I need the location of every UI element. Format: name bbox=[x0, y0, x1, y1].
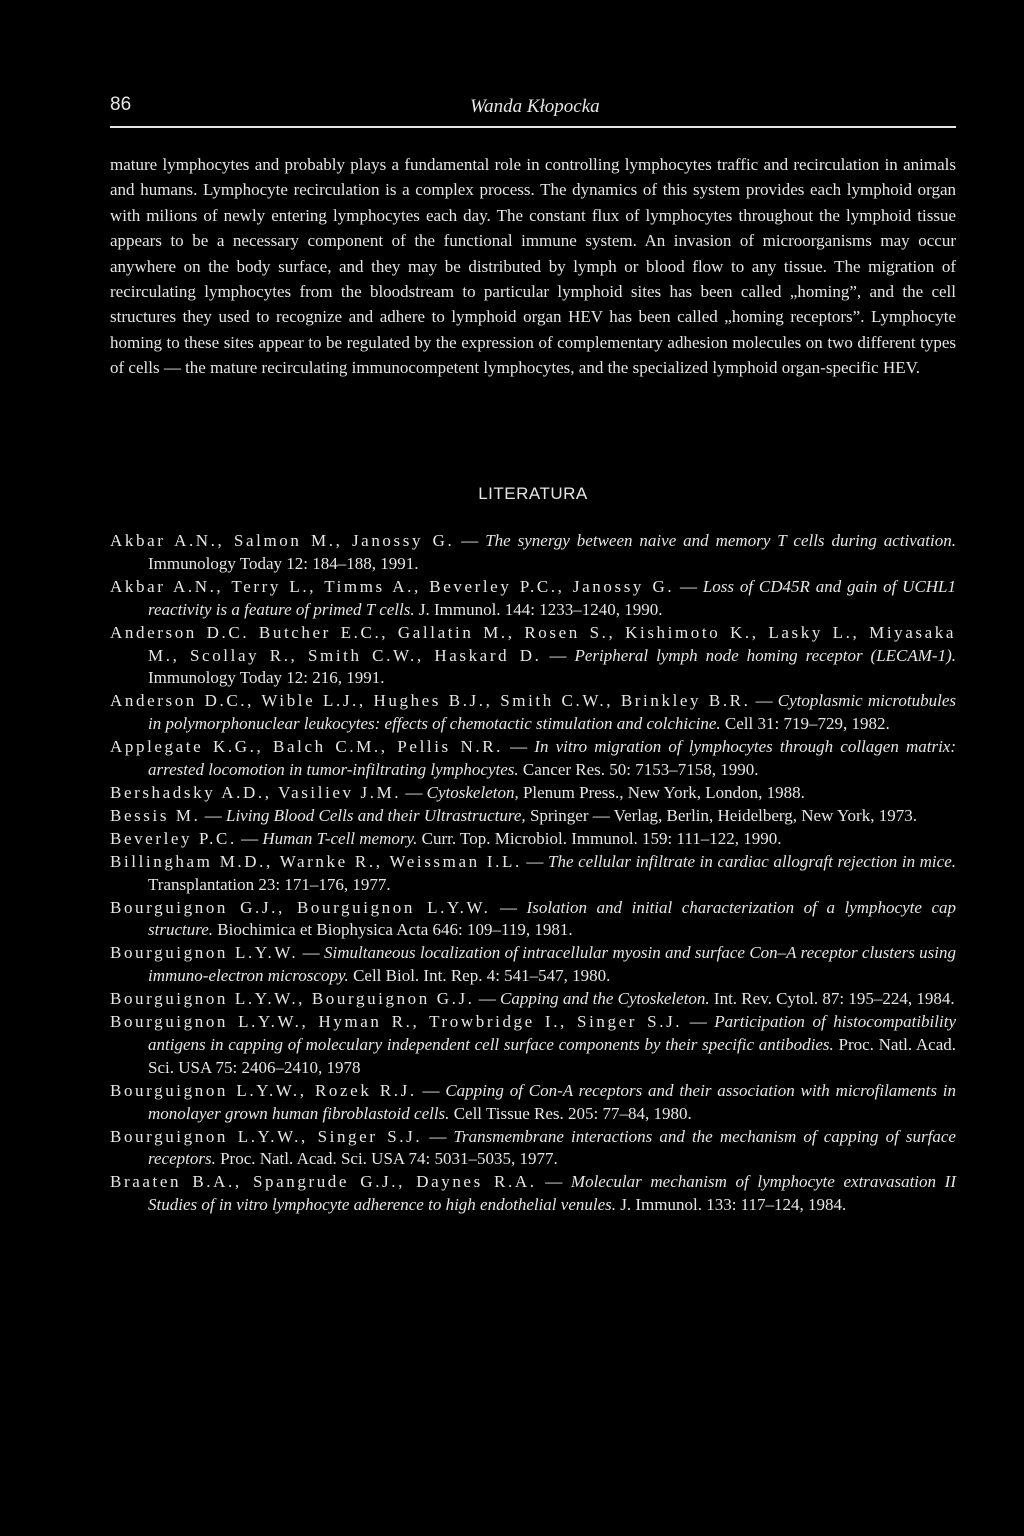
reference-title: The synergy between naive and memory T cells during activation. bbox=[485, 531, 956, 550]
reference-source: Cell 31: 719–729, 1982. bbox=[724, 714, 890, 734]
reference-item: Bershadsky A.D., Vasiliev J.M. — Cytoskeleton, Plenum Press., New York, London, 1988. bbox=[110, 782, 805, 802]
reference-title: Cytoplasmic microtubules in polymorphonuclear leukocytes: effects of chemotactic stimulation and colchicine. bbox=[148, 691, 956, 734]
reference-title: Simultaneous localization of intracellular myosin and surface Con–A receptor clusters using immuno-electron microscopy. bbox=[148, 943, 957, 986]
reference-item: Bourguignon G.J., Bourguignon L.Y.W. — Isolation and initial characterization of a lymphocyte cap structure. Biochimica et Biophysica Acta 646: 109–119, 1981. bbox=[110, 897, 957, 940]
reference-source: Proc. Natl. Acad. Sci. USA 75: 2406–2410, 1978 bbox=[148, 1034, 957, 1077]
reference-item: Bourguignon L.Y.W., Hyman R., Trowbridge I., Singer S.J. — Participation of histocompatibility antigens in capping of moleculary independent cell surface components by their specific antibodies. Proc. Natl. Acad. Sci. USA 75: 2406–2410, 1978 bbox=[110, 1012, 957, 1077]
reference-source: J. Immunol. 144: 1233–1240, 1990. bbox=[418, 599, 663, 619]
reference-authors: Bourguignon L.Y.W., Hyman R., Trowbridge I., Singer S.J. bbox=[110, 1012, 683, 1032]
reference-authors: Bourguignon G.J., Bourguignon L.Y.W. bbox=[110, 897, 491, 917]
reference-title: Human T-cell memory. bbox=[262, 828, 418, 848]
reference-authors: Beverley P.C. bbox=[110, 828, 237, 848]
reference-source: Transplantation 23: 171–176, 1977. bbox=[148, 874, 391, 894]
reference-item: Bourguignon L.Y.W., Rozek R.J. — Capping of Con-A receptors and their association with microfilaments in monolayer grown human fibroblastoid cells. Cell Tissue Res. 205: 77–84, 1980. bbox=[110, 1080, 956, 1123]
reference-source: Proc. Natl. Acad. Sci. USA 74: 5031–5035, 1977. bbox=[220, 1149, 558, 1169]
page-number: 86 bbox=[110, 94, 132, 115]
reference-item: Beverley P.C. — Human T-cell memory. Curr. Top. Microbiol. Immunol. 159: 111–122, 1990. bbox=[110, 828, 782, 848]
reference-title: Transmembrane interactions and the mechanism of capping of surface receptors. bbox=[148, 1126, 956, 1169]
reference-authors: Billingham M.D., Warnke R., Weissman I.L. bbox=[110, 851, 522, 871]
reference-item: Anderson D.C. Butcher E.C., Gallatin M., Rosen S., Kishimoto K., Lasky L., Miyasaka M., Scollay R., Smith C.W., Haskard D. — Peripheral lymph node homing receptor (LECAM-1). Immunology Today 12: 216, 1991. bbox=[110, 622, 956, 688]
reference-item: Bourguignon L.Y.W., Bourguignon G.J. — Capping and the Cytoskeleton. Int. Rev. Cytol. 87: 195–224, 1984. bbox=[110, 989, 955, 1009]
reference-authors: Bessis M. bbox=[110, 805, 201, 825]
reference-title: Molecular mechanism of lymphocyte extravasation II Studies of in vitro lymphocyte adherence to high endothelial venules. bbox=[148, 1172, 956, 1215]
reference-item: Bourguignon L.Y.W. — Simultaneous localization of intracellular myosin and surface Con–A receptor clusters using immuno-electron microscopy. Cell Biol. Int. Rep. 4: 541–547, 1980. bbox=[110, 943, 957, 986]
reference-authors: Bourguignon L.Y.W., Bourguignon G.J. bbox=[110, 989, 475, 1009]
reference-title: Participation of histocompatibility antigens in capping of moleculary independent cell surface components by their specific antibodies. bbox=[148, 1012, 956, 1054]
reference-title: Loss of CD45R and gain of UCHL1 reactivity is a feature of primed T cells. bbox=[148, 576, 957, 619]
reference-authors: Bourguignon L.Y.W., Singer S.J. bbox=[110, 1126, 423, 1146]
reference-title: Cytoskeleton, bbox=[426, 782, 519, 802]
reference-authors: Akbar A.N., Terry L., Timms A., Beverley P.C., Janossy G. bbox=[110, 576, 675, 596]
reference-list bbox=[110, 530, 956, 1217]
reference-authors: Anderson D.C. Butcher E.C., Gallatin M., Rosen S., Kishimoto K., Lasky L., Miyasaka M., Scollay R., Smith C.W., Haskard D. bbox=[110, 622, 956, 665]
reference-source: Cell Tissue Res. 205: 77–84, 1980. bbox=[453, 1103, 692, 1123]
reference-source: J. Immunol. 133: 117–124, 1984. bbox=[620, 1195, 847, 1215]
reference-source: Int. Rev. Cytol. 87: 195–224, 1984. bbox=[713, 989, 955, 1009]
reference-title: Capping and the Cytoskeleton. bbox=[500, 989, 710, 1009]
reference-title: Capping of Con-A receptors and their association with microfilaments in monolayer grown human fibroblastoid cells. bbox=[148, 1080, 956, 1123]
reference-source: Cell Biol. Int. Rep. 4: 541–547, 1980. bbox=[353, 966, 611, 986]
page-header bbox=[110, 92, 956, 128]
reference-source: Biochimica et Biophysica Acta 646: 109–119, 1981. bbox=[217, 920, 573, 940]
reference-item: Anderson D.C., Wible L.J., Hughes B.J., Smith C.W., Brinkley B.R. — Cytoplasmic microtubules in polymorphonuclear leukocytes: effects of chemotactic stimulation and colchicine. Cell 31: 719–729, 1982. bbox=[110, 691, 956, 734]
reference-source: Plenum Press., New York, London, 1988. bbox=[522, 782, 805, 802]
reference-source: Cancer Res. 50: 7153–7158, 1990. bbox=[522, 760, 759, 780]
reference-item: Akbar A.N., Salmon M., Janossy G. — The synergy between naive and memory T cells during activation. Immunology Today 12: 184–188, 1991. bbox=[110, 531, 956, 573]
reference-item: Bessis M. — Living Blood Cells and their Ultrastructure, Springer — Verlag, Berlin, Heidelberg, New York, 1973. bbox=[110, 805, 917, 825]
reference-item: Braaten B.A., Spangrude G.J., Daynes R.A. — Molecular mechanism of lymphocyte extravasation II Studies of in vitro lymphocyte adherence to high endothelial venules. J. Immunol. 133: 117–124, 1984. bbox=[110, 1172, 956, 1215]
body-paragraph: mature lymphocytes and probably plays a fundamental role in controlling lymphocytes traffic and recirculation in animals and humans. Lymphocyte recirculation is a complex process. The dynamics of this system provides each lymphoid organ with milions of newly entering lymphocytes each day. The constant flux of lymphocytes throughout the lymphoid tissue appears to be a necessary component of the functional immune system. An invasion of microorganisms may occur anywhere on the body surface, and they may be distributed by lymph or blood flow to any tissue. The migration of recirculating lymphocytes from the bloodstream to particular lymphoid sites has been called „homing”, and the cell structures they used to recognize and adhere to lymphoid organ HEV has been called „homing receptors”. Lymphocyte homing to these sites appear to be regulated by the expression of complementary adhesion molecules on two different types of cells — the mature recirculating immunocompetent lymphocytes, and the specialized lymphoid organ-specific HEV. bbox=[110, 155, 956, 378]
reference-title: Peripheral lymph node homing receptor (LECAM-1). bbox=[574, 645, 956, 665]
reference-title: Isolation and initial characterization of a lymphocyte cap structure. bbox=[148, 897, 957, 940]
reference-authors: Anderson D.C., Wible L.J., Hughes B.J., Smith C.W., Brinkley B.R. bbox=[110, 691, 751, 711]
reference-authors: Bershadsky A.D., Vasiliev J.M. bbox=[110, 782, 402, 802]
reference-authors: Braaten B.A., Spangrude G.J., Daynes R.A. bbox=[110, 1172, 537, 1192]
reference-authors: Akbar A.N., Salmon M., Janossy G. bbox=[110, 531, 455, 550]
reference-title: Living Blood Cells and their Ultrastructure, bbox=[225, 805, 526, 825]
reference-source: Curr. Top. Microbiol. Immunol. 159: 111–122, 1990. bbox=[421, 828, 782, 848]
reference-title: In vitro migration of lymphocytes through collagen matrix: arrested locomotion in tumor-infiltrating lymphocytes. bbox=[148, 737, 956, 780]
reference-authors: Applegate K.G., Balch C.M., Pellis N.R. bbox=[110, 737, 504, 757]
reference-authors: Bourguignon L.Y.W., Rozek R.J. bbox=[110, 1080, 417, 1100]
reference-authors: Bourguignon L.Y.W. bbox=[110, 943, 299, 963]
reference-item: Bourguignon L.Y.W., Singer S.J. — Transmembrane interactions and the mechanism of capping of surface receptors. Proc. Natl. Acad. Sci. USA 74: 5031–5035, 1977. bbox=[110, 1126, 956, 1169]
reference-source: Immunology Today 12: 184–188, 1991. bbox=[148, 553, 419, 573]
reference-source: Springer — Verlag, Berlin, Heidelberg, New York, 1973. bbox=[529, 805, 917, 825]
literature-heading: LITERATURA bbox=[478, 484, 588, 503]
reference-title: The cellular infiltrate in cardiac allograft rejection in mice. bbox=[548, 851, 957, 871]
running-author: Wanda Kłopocka bbox=[470, 96, 600, 117]
reference-source: Immunology Today 12: 216, 1991. bbox=[148, 668, 385, 688]
reference-item: Akbar A.N., Terry L., Timms A., Beverley P.C., Janossy G. — Loss of CD45R and gain of UCHL1 reactivity is a feature of primed T cells. J. Immunol. 144: 1233–1240, 1990. bbox=[110, 576, 957, 619]
reference-item: Billingham M.D., Warnke R., Weissman I.L. — The cellular infiltrate in cardiac allograft rejection in mice. Transplantation 23: 171–176, 1977. bbox=[110, 851, 957, 894]
reference-item: Applegate K.G., Balch C.M., Pellis N.R. — In vitro migration of lymphocytes through collagen matrix: arrested locomotion in tumor-infiltrating lymphocytes. Cancer Res. 50: 7153–7158, 1990. bbox=[110, 737, 956, 780]
